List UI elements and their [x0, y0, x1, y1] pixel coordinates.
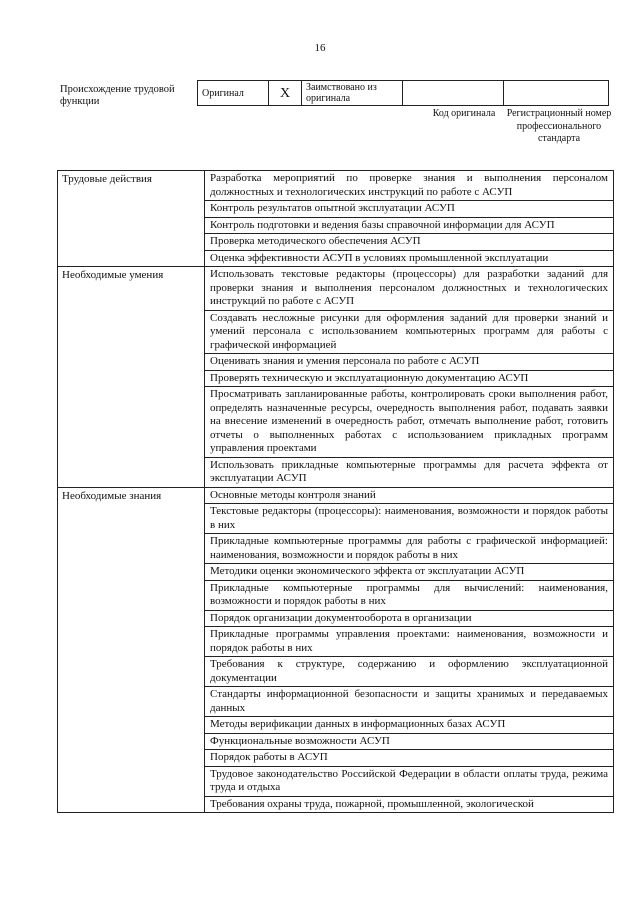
section-item: Текстовые редакторы (процессоры): наименования, возможности и порядок работы в них [205, 504, 614, 534]
original-cell: Оригинал [198, 81, 269, 106]
section-item: Методы верификации данных в информационных базах АСУП [205, 717, 614, 734]
section-title: Необходимые знания [58, 487, 205, 813]
section-item: Разработка мероприятий по проверке знания и выполнения персоналом должностных и технологических инструкций по работе с АСУП [205, 171, 614, 201]
section-item: Прикладные компьютерные программы для работы с графической информацией: наименования, возможности и порядок работы в них [205, 534, 614, 564]
section-item: Оценивать знания и умения персонала по работе с АСУП [205, 354, 614, 371]
borrowed-cell: Заимствовано из оригинала [302, 81, 403, 106]
section-item: Функциональные возможности АСУП [205, 733, 614, 750]
section-title: Трудовые действия [58, 171, 205, 267]
original-code-cell [403, 81, 504, 106]
section-item: Прикладные компьютерные программы для вычислений: наименования, возможности и порядок работы в них [205, 580, 614, 610]
registration-caption: Регистрационный номер профессионального стандарта [506, 108, 612, 144]
section-item: Использовать текстовые редакторы (процессоры) для разработки заданий для проверки знания и выполнения персоналом должностных и технологических инструкций по работе с АСУП [205, 267, 614, 311]
section-item: Основные методы контроля знаний [205, 487, 614, 504]
section-item: Прикладные программы управления проектами: наименования, возможности и порядок работы в них [205, 627, 614, 657]
section-item: Контроль результатов опытной эксплуатации АСУП [205, 201, 614, 218]
section-item: Стандарты информационной безопасности и защиты хранимых и передаваемых данных [205, 687, 614, 717]
table-row [58, 487, 614, 504]
section-item: Проверка методического обеспечения АСУП [205, 234, 614, 251]
code-caption: Код оригинала [432, 108, 496, 119]
section-item: Просматривать запланированные работы, контролировать сроки выполнения работ, определять назначенные ресурсы, очередность выполнения работ, подавать заявки на внесение изменений в очередность работ, отмечать выполнение работ, готовить отчеты о выполненных работах с использованием прикладных программ управления проектами [205, 387, 614, 458]
section-item: Порядок работы в АСУП [205, 750, 614, 767]
function-details-table [57, 170, 614, 813]
section-item: Трудовое законодательство Российской Федерации в области оплаты труда, режима труда и отдыха [205, 766, 614, 796]
section-item: Проверять техническую и эксплуатационную документацию АСУП [205, 370, 614, 387]
section-item: Контроль подготовки и ведения базы справочной информации для АСУП [205, 217, 614, 234]
section-title: Необходимые умения [58, 267, 205, 488]
section-item: Требования к структуре, содержанию и оформлению эксплуатационной документации [205, 657, 614, 687]
section-item: Методики оценки экономического эффекта от эксплуатации АСУП [205, 564, 614, 581]
section-item: Порядок организации документооборота в организации [205, 610, 614, 627]
original-mark: X [269, 81, 302, 106]
origin-label: Происхождение трудовой функции [60, 84, 175, 107]
table-row [58, 267, 614, 311]
section-item: Оценка эффективности АСУП в условиях промышленной эксплуатации [205, 250, 614, 267]
section-item: Создавать несложные рисунки для оформления заданий для проверки знаний и умений персонала с использованием компьютерных программ для работы с графической информацией [205, 310, 614, 354]
section-item: Использовать прикладные компьютерные программы для расчета эффекта от эксплуатации АСУП [205, 457, 614, 487]
page-number: 16 [314, 42, 326, 54]
section-item: Требования охраны труда, пожарной, промышленной, экологической [205, 796, 614, 813]
origin-table [197, 80, 609, 106]
table-row [58, 171, 614, 201]
registration-number-cell [504, 81, 609, 106]
